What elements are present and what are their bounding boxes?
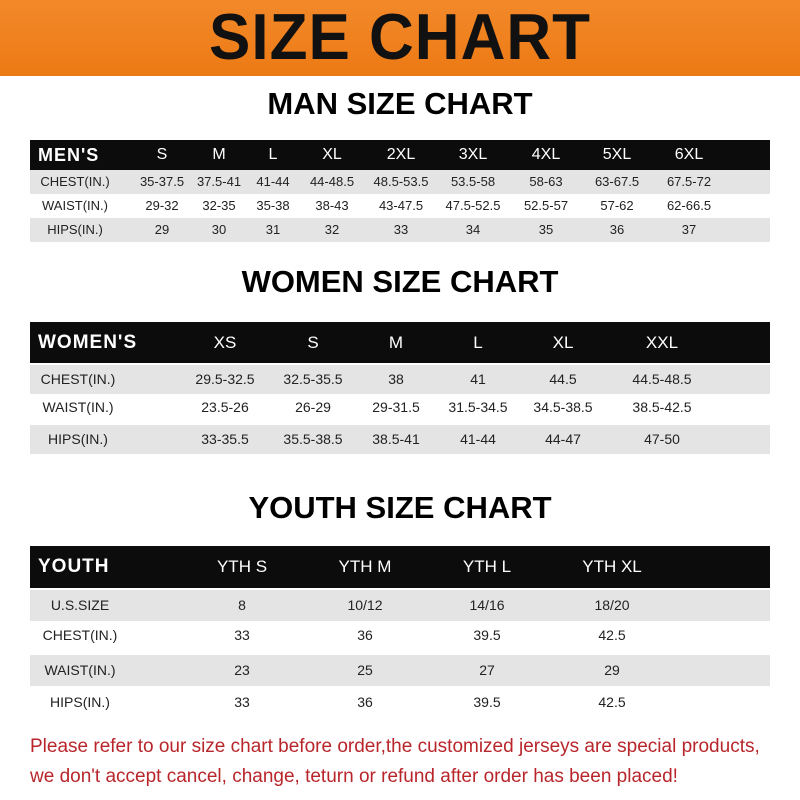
table-row bbox=[30, 425, 770, 454]
table-row bbox=[30, 170, 770, 194]
table-row bbox=[30, 620, 770, 651]
table-cell: 33 bbox=[393, 222, 409, 237]
table-cell: 44-48.5 bbox=[309, 174, 355, 189]
table-cell: 35 bbox=[538, 222, 554, 237]
size-header: 4XL bbox=[531, 146, 561, 163]
size-header: XL bbox=[552, 333, 574, 352]
table-cell: 36 bbox=[357, 694, 373, 710]
size-header: YTH S bbox=[216, 557, 268, 576]
main-title: SIZE CHART bbox=[209, 1, 591, 74]
table-cell: 37 bbox=[681, 222, 697, 237]
table-cell: 31 bbox=[265, 222, 281, 237]
table-cell: 37.5-41 bbox=[196, 174, 242, 189]
table-cell: 23.5-26 bbox=[201, 399, 249, 415]
table-cell: 10/12 bbox=[347, 597, 383, 613]
table-cell: 39.5 bbox=[473, 627, 501, 643]
size-header: M bbox=[388, 333, 404, 352]
table-cell: 30 bbox=[211, 222, 227, 237]
table-cell: 23 bbox=[234, 662, 250, 678]
size-header: YTH L bbox=[462, 557, 512, 576]
table-cell: 42.5 bbox=[598, 627, 626, 643]
table-cell: 62-66.5 bbox=[666, 198, 712, 213]
size-header: XS bbox=[213, 333, 237, 352]
size-header: XXL bbox=[645, 333, 679, 352]
table-cell: 47-50 bbox=[644, 431, 680, 447]
youth-section-title: YOUTH SIZE CHART bbox=[248, 490, 552, 525]
youth-header-row bbox=[30, 546, 770, 588]
table-cell: 35.5-38.5 bbox=[283, 431, 343, 447]
row-label: WAIST(IN.) bbox=[42, 198, 108, 213]
row-label: CHEST(IN.) bbox=[42, 627, 118, 643]
table-cell: 63-67.5 bbox=[594, 174, 640, 189]
table-row bbox=[30, 365, 770, 394]
row-label: U.S.SIZE bbox=[50, 597, 110, 613]
row-label: WAIST(IN.) bbox=[44, 662, 116, 678]
table-cell: 67.5-72 bbox=[666, 174, 712, 189]
table-cell: 32.5-35.5 bbox=[283, 371, 343, 387]
table-cell: 32 bbox=[324, 222, 340, 237]
men-header-label: MEN'S bbox=[38, 145, 100, 165]
size-header: 5XL bbox=[602, 146, 632, 163]
size-header: 3XL bbox=[458, 146, 488, 163]
size-header: 2XL bbox=[386, 146, 416, 163]
table-cell: 18/20 bbox=[594, 597, 630, 613]
table-cell: 26-29 bbox=[295, 399, 331, 415]
size-header: S bbox=[156, 146, 168, 163]
table-cell: 36 bbox=[609, 222, 625, 237]
row-label: WAIST(IN.) bbox=[42, 399, 114, 415]
table-cell: 34.5-38.5 bbox=[533, 399, 593, 415]
table-cell: 47.5-52.5 bbox=[445, 198, 501, 213]
table-row bbox=[30, 194, 770, 218]
table-cell: 52.5-57 bbox=[523, 198, 569, 213]
table-cell: 35-38 bbox=[256, 198, 290, 213]
table-cell: 41-44 bbox=[460, 431, 496, 447]
table-cell: 38.5-41 bbox=[372, 431, 420, 447]
table-cell: 33 bbox=[234, 627, 250, 643]
table-cell: 33-35.5 bbox=[201, 431, 249, 447]
size-header: L bbox=[268, 146, 278, 163]
table-row bbox=[30, 218, 770, 242]
table-cell: 33 bbox=[234, 694, 250, 710]
table-cell: 48.5-53.5 bbox=[373, 174, 429, 189]
table-cell: 43-47.5 bbox=[378, 198, 424, 213]
table-cell: 53.5-58 bbox=[450, 174, 496, 189]
table-cell: 57-62 bbox=[600, 198, 634, 213]
women-section-title: WOMEN SIZE CHART bbox=[241, 264, 559, 299]
men-section-title: MAN SIZE CHART bbox=[267, 86, 533, 121]
table-cell: 25 bbox=[357, 662, 373, 678]
table-cell: 38 bbox=[388, 371, 404, 387]
table-cell: 8 bbox=[238, 597, 246, 613]
table-cell: 29-31.5 bbox=[372, 399, 420, 415]
table-cell: 29 bbox=[604, 662, 620, 678]
row-label: CHEST(IN.) bbox=[40, 174, 110, 189]
youth-header-label: YOUTH bbox=[38, 556, 110, 577]
table-cell: 29.5-32.5 bbox=[195, 371, 255, 387]
size-header: YTH XL bbox=[582, 557, 642, 576]
row-label: CHEST(IN.) bbox=[40, 371, 116, 387]
size-header: YTH M bbox=[338, 557, 392, 576]
table-cell: 58-63 bbox=[529, 174, 563, 189]
table-cell: 38.5-42.5 bbox=[632, 399, 692, 415]
women-header-row bbox=[30, 322, 770, 363]
table-cell: 31.5-34.5 bbox=[448, 399, 508, 415]
row-label: HIPS(IN.) bbox=[48, 431, 108, 447]
size-header: 6XL bbox=[674, 146, 704, 163]
table-cell: 44-47 bbox=[545, 431, 581, 447]
table-cell: 29 bbox=[154, 222, 170, 237]
table-cell: 27 bbox=[479, 662, 495, 678]
table-row bbox=[30, 393, 770, 422]
notice-line-2: we don't accept cancel, change, teturn or refund after order has been placed! bbox=[30, 766, 678, 787]
size-header: M bbox=[212, 146, 226, 163]
table-cell: 38-43 bbox=[315, 198, 349, 213]
table-cell: 29-32 bbox=[145, 198, 179, 213]
row-label: HIPS(IN.) bbox=[47, 222, 103, 237]
row-label: HIPS(IN.) bbox=[50, 694, 110, 710]
table-cell: 35-37.5 bbox=[139, 174, 185, 189]
table-cell: 41-44 bbox=[256, 174, 290, 189]
table-cell: 32-35 bbox=[202, 198, 236, 213]
table-cell: 34 bbox=[465, 222, 481, 237]
table-row bbox=[30, 655, 770, 686]
table-row bbox=[30, 687, 770, 718]
table-cell: 14/16 bbox=[469, 597, 505, 613]
women-header-label: WOMEN'S bbox=[38, 332, 138, 353]
table-cell: 41 bbox=[470, 371, 486, 387]
table-cell: 42.5 bbox=[598, 694, 626, 710]
size-header: XL bbox=[322, 146, 342, 163]
notice-line-1: Please refer to our size chart before order,the customized jerseys are special products, bbox=[30, 736, 760, 757]
men-header-row bbox=[30, 140, 770, 170]
table-cell: 36 bbox=[357, 627, 373, 643]
table-cell: 44.5 bbox=[549, 371, 577, 387]
table-cell: 39.5 bbox=[473, 694, 501, 710]
size-header: S bbox=[307, 333, 319, 352]
table-cell: 44.5-48.5 bbox=[632, 371, 692, 387]
table-row bbox=[30, 590, 770, 621]
size-header: L bbox=[473, 333, 483, 352]
